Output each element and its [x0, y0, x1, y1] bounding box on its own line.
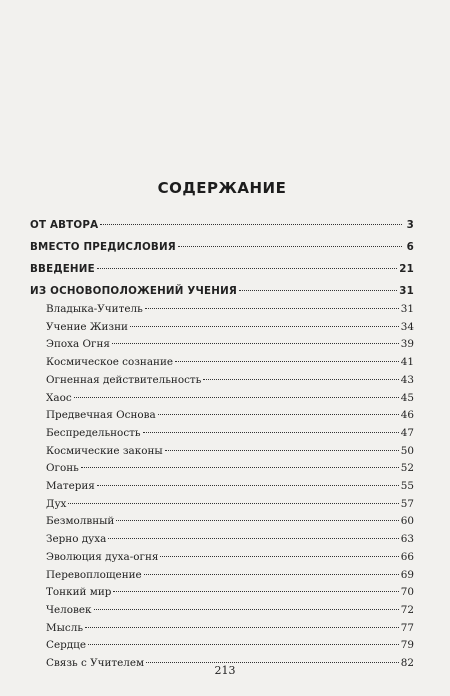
dot-leader: [116, 520, 398, 521]
toc-entry-page: 31: [400, 303, 414, 315]
toc-entry-page: 41: [400, 356, 414, 369]
page-number: 213: [214, 664, 236, 677]
toc-subsection-entry: [30, 355, 414, 369]
toc-subsection-entry: [30, 550, 414, 564]
toc-entry-page: 57: [400, 497, 414, 510]
toc-entry-page: 6: [406, 241, 414, 253]
dot-leader: [146, 662, 399, 663]
toc-subsection-entry: [30, 638, 414, 652]
dot-leader: [113, 591, 398, 592]
dot-leader: [144, 574, 399, 575]
toc-entry-title: Беспредельность: [46, 426, 141, 439]
dot-leader: [203, 379, 398, 380]
dot-leader: [158, 414, 399, 415]
dot-leader: [97, 268, 397, 269]
dot-leader: [160, 556, 398, 557]
toc-entry-title: ОТ АВТОРА: [30, 219, 99, 231]
toc-entry-page: 60: [400, 515, 414, 528]
toc-entry-title: Учение Жизни: [46, 320, 128, 333]
toc-entry-title: Владыка-Учитель: [46, 303, 143, 315]
toc-entry-page: 69: [400, 568, 414, 581]
toc-entry-title: Дух: [46, 497, 67, 510]
toc-entry-title: Предвечная Основа: [46, 409, 156, 422]
toc-entry-page: 3: [406, 219, 414, 231]
toc-entry-page: 52: [400, 462, 414, 475]
toc-entry-title: Мысль: [46, 621, 83, 634]
toc-entry-page: 79: [400, 639, 414, 652]
toc-entry-page: 47: [400, 426, 414, 439]
toc-subsection-entry: [30, 444, 414, 458]
toc-entry-title: Сердце: [46, 639, 86, 652]
toc-entry-page: 46: [400, 409, 414, 422]
toc-subsection-entry: [30, 337, 414, 351]
dot-leader: [178, 246, 402, 247]
dot-leader: [74, 397, 399, 398]
toc-subsection-entry: [30, 408, 414, 422]
toc-entry-title: Эпоха Огня: [46, 338, 110, 351]
toc-subsection-entry: [30, 603, 414, 617]
dot-leader: [85, 627, 399, 628]
dot-leader: [94, 609, 399, 610]
dot-leader: [175, 361, 399, 362]
toc-subsection-entry: [30, 621, 414, 635]
toc-subsection-entry: [30, 497, 414, 511]
dot-leader: [143, 432, 399, 433]
toc-entry-title: Безмолвный: [46, 515, 115, 528]
toc-entry-page: 55: [400, 480, 414, 492]
dot-leader: [108, 538, 398, 539]
dot-leader: [68, 503, 398, 504]
toc-subsection-entry: [30, 426, 414, 440]
dot-leader: [165, 450, 399, 451]
toc-entry-page: 72: [400, 603, 414, 616]
dot-leader: [100, 224, 402, 225]
toc-entry-title: Огненная действительность: [46, 373, 202, 386]
dot-leader: [97, 485, 399, 486]
dot-leader: [145, 308, 399, 309]
toc-entry-page: 39: [400, 338, 414, 351]
toc-entry-page: 66: [400, 550, 414, 563]
toc-entry-page: 21: [399, 263, 414, 275]
toc-section-entry: [30, 240, 414, 254]
toc-entry-title: Огонь: [46, 462, 79, 475]
toc-entry-page: 63: [400, 533, 414, 546]
toc-entry-title: Связь с Учителем: [46, 657, 145, 669]
toc-subsection-entry: [30, 391, 414, 405]
toc-section-entry: [30, 262, 414, 276]
page-title: СОДЕРЖАНИЕ: [157, 179, 287, 197]
toc-entry-page: 34: [400, 320, 414, 333]
toc-subsection-entry: [30, 568, 414, 582]
toc-subsection-entry: [30, 320, 414, 334]
toc-section-entry: [30, 218, 414, 232]
dot-leader: [112, 343, 399, 344]
toc-entry-title: Эволюция духа-огня: [46, 550, 159, 563]
toc-entry-page: 50: [400, 444, 414, 457]
toc-entry-title: Зерно духа: [46, 533, 107, 546]
toc-entry-page: 82: [400, 657, 414, 669]
toc-subsection-entry: [30, 302, 414, 316]
toc-entry-title: ВМЕСТО ПРЕДИСЛОВИЯ: [30, 241, 176, 253]
dot-leader: [239, 290, 397, 291]
toc-entry-title: Космическое сознание: [46, 356, 174, 369]
toc-subsection-entry: [30, 585, 414, 599]
toc-entry-title: Перевоплощение: [46, 568, 142, 581]
toc-entry-title: Материя: [46, 480, 95, 492]
toc-section-entry: [30, 284, 414, 298]
toc-entry-title: Тонкий мир: [46, 586, 112, 599]
toc-entry-title: Космические законы: [46, 444, 163, 457]
toc-entry-page: 77: [400, 621, 414, 634]
toc-subsection-entry: [30, 373, 414, 387]
toc-subsection-entry: [30, 514, 414, 528]
toc-entry-title: Хаос: [46, 391, 72, 404]
toc-entry-title: ВВЕДЕНИЕ: [30, 263, 95, 275]
dot-leader: [130, 326, 399, 327]
toc-entry-title: ИЗ ОСНОВОПОЛОЖЕНИЙ УЧЕНИЯ: [30, 285, 238, 297]
toc-entry-title: Человек: [46, 603, 92, 616]
toc-entry-page: 31: [399, 285, 414, 297]
dot-leader: [88, 644, 399, 645]
toc-subsection-entry: [30, 479, 414, 493]
toc-subsection-entry: [30, 461, 414, 475]
toc-entry-page: 70: [400, 586, 414, 599]
toc-entry-page: 43: [400, 373, 414, 386]
toc-subsection-entry: [30, 532, 414, 546]
toc-entry-page: 45: [400, 391, 414, 404]
dot-leader: [81, 467, 399, 468]
